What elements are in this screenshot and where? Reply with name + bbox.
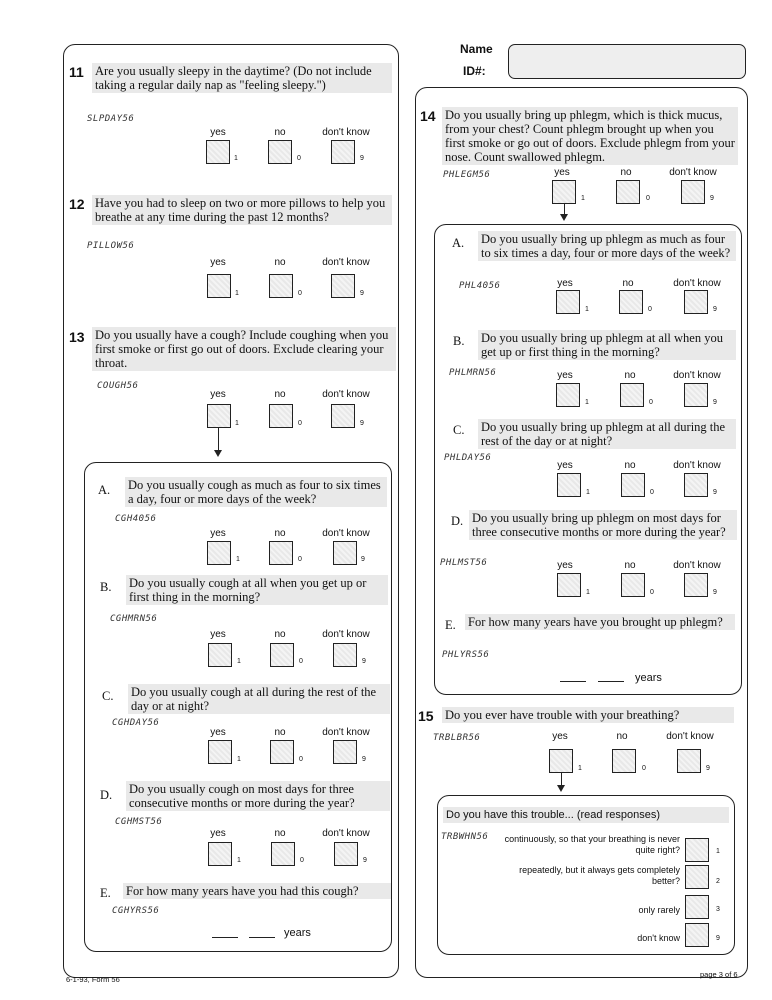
q14-number: 14 (420, 108, 436, 124)
q12-code-yes: 1 (235, 290, 239, 297)
q13c-no-label: no (274, 727, 286, 738)
q14e-letter: E. (445, 618, 456, 632)
q14a-dk-box[interactable] (684, 290, 708, 314)
q14a-letter: A. (452, 236, 465, 250)
q15-resp-1-code: 1 (716, 848, 720, 855)
q13a-yes-label: yes (210, 528, 226, 539)
q13a-no-label: no (274, 528, 286, 539)
name-label: Name (460, 42, 493, 56)
q13-yes-label: yes (210, 389, 226, 400)
q14-code-no: 0 (646, 195, 650, 202)
q12-no-label: no (274, 257, 286, 268)
q13-dk-box[interactable] (331, 404, 355, 428)
id-label: ID#: (463, 64, 486, 78)
q13a-text: Do you usually cough as much as four to six times a day, four or more days of the week? (125, 477, 387, 507)
q14d-yes-label: yes (557, 560, 573, 571)
q13-arrow-head (214, 450, 222, 457)
q13e-blank-2[interactable] (249, 937, 275, 938)
q15-resp-2-label: repeatedly, but it always gets completely better? (519, 865, 680, 886)
footer-form-id: 6-1-93, Form 56 (66, 975, 120, 984)
q15-resp-4-box[interactable] (685, 923, 709, 947)
q13c-yes-label: yes (210, 727, 226, 738)
q14-code-yes: 1 (581, 195, 585, 202)
q14c-letter: C. (453, 423, 465, 437)
q15-number: 15 (418, 708, 434, 724)
q14d-dk-label: don't know (673, 560, 721, 571)
q14b-code-no: 0 (649, 399, 653, 406)
q13a-code-yes: 1 (236, 556, 240, 563)
q14c-code-yes: 1 (586, 489, 590, 496)
q14a-dk-label: don't know (673, 278, 721, 289)
q14c-no-label: no (624, 460, 636, 471)
q14d-no-label: no (624, 560, 636, 571)
q14-code-dk: 9 (710, 195, 714, 202)
q15-dk-label: don't know (666, 731, 714, 742)
q14c-code-no: 0 (650, 489, 654, 496)
q13d-no-box[interactable] (271, 842, 295, 866)
q14b-letter: B. (453, 334, 465, 348)
q13c-code-yes: 1 (237, 756, 241, 763)
q14a-yes-label: yes (557, 278, 573, 289)
q14d-dk-box[interactable] (684, 573, 708, 597)
q13-code-no: 0 (298, 420, 302, 427)
q13-dk-label: don't know (322, 389, 370, 400)
q13c-yes-box[interactable] (208, 740, 232, 764)
q13b-dk-label: don't know (322, 629, 370, 640)
q15-resp-2-code: 2 (716, 878, 720, 885)
q13b-yes-box[interactable] (208, 643, 232, 667)
q14b-dk-box[interactable] (684, 383, 708, 407)
q13a-dk-box[interactable] (333, 541, 357, 565)
q13d-code-dk: 9 (363, 857, 367, 864)
q12-code-no: 0 (298, 290, 302, 297)
q11-no-label: no (274, 127, 286, 138)
q12-text: Have you had to sleep on two or more pillows to help you breathe at any time during the past 12 months? (92, 195, 392, 225)
q15-code-yes: 1 (578, 765, 582, 772)
q14e-blank-1[interactable] (560, 681, 586, 682)
q13d-dk-label: don't know (322, 828, 370, 839)
q14b-no-box[interactable] (620, 383, 644, 407)
q14d-letter: D. (451, 514, 464, 528)
q13d-code-no: 0 (300, 857, 304, 864)
q14b-yes-label: yes (557, 370, 573, 381)
q13a-yes-box[interactable] (207, 541, 231, 565)
q15-resp-1-box[interactable] (685, 838, 709, 862)
q14c-dk-box[interactable] (684, 473, 708, 497)
q14d-var: PHLMST56 (440, 558, 488, 568)
q13d-code-yes: 1 (237, 857, 241, 864)
q15-resp-3-code: 3 (716, 906, 720, 913)
q14e-blank-2[interactable] (598, 681, 624, 682)
q14c-code-dk: 9 (713, 489, 717, 496)
q13a-var: CGH4056 (115, 514, 157, 524)
q13a-no-box[interactable] (269, 541, 293, 565)
q13-code-yes: 1 (235, 420, 239, 427)
q14d-no-box[interactable] (621, 573, 645, 597)
q13b-no-box[interactable] (270, 643, 294, 667)
q14a-no-box[interactable] (619, 290, 643, 314)
q14c-yes-label: yes (557, 460, 573, 471)
q13-no-label: no (274, 389, 286, 400)
q13d-yes-label: yes (210, 828, 226, 839)
q11-code-dk: 9 (360, 155, 364, 162)
q15-code-dk: 9 (706, 765, 710, 772)
q13e-years-label: years (284, 927, 311, 939)
name-id-field[interactable] (508, 44, 746, 79)
q15-followup-text: Do you have this trouble... (read responses) (443, 807, 729, 823)
q14-yes-box[interactable] (552, 180, 576, 204)
q14b-dk-label: don't know (673, 370, 721, 381)
q13b-dk-box[interactable] (333, 643, 357, 667)
q15-yes-box[interactable] (549, 749, 573, 773)
q14-no-box[interactable] (616, 180, 640, 204)
q14c-dk-label: don't know (673, 460, 721, 471)
q14a-code-yes: 1 (585, 306, 589, 313)
q14a-code-no: 0 (648, 306, 652, 313)
q13d-no-label: no (274, 828, 286, 839)
q15-resp-3-box[interactable] (685, 895, 709, 919)
q13d-var: CGHMST56 (115, 817, 163, 827)
q11-text: Are you usually sleepy in the daytime? (Do not include taking a regular daily nap as "feeling sleepy.") (92, 63, 392, 93)
q13c-letter: C. (102, 689, 114, 703)
q13-code-dk: 9 (360, 420, 364, 427)
q15-no-label: no (616, 731, 628, 742)
q15-resp-3-label: only rarely (638, 905, 680, 915)
q11-number: 11 (69, 64, 84, 80)
q13-var: COUGH56 (97, 381, 139, 391)
q13e-letter: E. (100, 886, 111, 900)
q14b-code-dk: 9 (713, 399, 717, 406)
q13b-letter: B. (100, 580, 112, 594)
q15-resp-4-code: 9 (716, 935, 720, 942)
q13b-code-no: 0 (299, 658, 303, 665)
q13c-dk-label: don't know (322, 727, 370, 738)
q13d-letter: D. (100, 788, 113, 802)
q14b-code-yes: 1 (585, 399, 589, 406)
q13b-no-label: no (274, 629, 286, 640)
q14d-text: Do you usually bring up phlegm on most days for three consecutive months or more during the year? (469, 510, 737, 540)
q13e-text: For how many years have you had this cough? (123, 883, 391, 899)
q15-text: Do you ever have trouble with your breathing? (442, 707, 734, 723)
q14c-no-box[interactable] (621, 473, 645, 497)
q14b-var: PHLMRN56 (449, 368, 497, 378)
q13-number: 13 (69, 329, 85, 345)
q13-text: Do you usually have a cough? Include coughing when you first smoke or first go out of doors. Exclude clearing your throat. (92, 327, 396, 371)
q12-yes-box[interactable] (207, 274, 231, 298)
q13-no-box[interactable] (269, 404, 293, 428)
q15-yes-label: yes (552, 731, 568, 742)
q13b-code-yes: 1 (237, 658, 241, 665)
q14-no-label: no (620, 167, 632, 178)
q11-var: SLPDAY56 (87, 114, 135, 124)
q14-arrow-head (560, 214, 568, 221)
q13a-letter: A. (98, 483, 111, 497)
q14e-text: For how many years have you brought up phlegm? (465, 614, 735, 630)
q13a-code-dk: 9 (361, 556, 365, 563)
q13a-dk-label: don't know (322, 528, 370, 539)
q14-text: Do you usually bring up phlegm, which is thick mucus, from your chest? Count phlegm brought up when you first smoke or go out of doors. Exclude phlegm from your nose. Count swallowed phlegm. (442, 107, 738, 165)
q14e-years-label: years (635, 672, 662, 684)
q15-code-no: 0 (642, 765, 646, 772)
q11-code-no: 0 (297, 155, 301, 162)
q14c-yes-box[interactable] (557, 473, 581, 497)
q14a-text: Do you usually bring up phlegm as much as four to six times a day, four or more days of the week? (478, 231, 736, 261)
q11-dk-label: don't know (322, 127, 370, 138)
q14e-var: PHLYRS56 (442, 650, 490, 660)
q14d-code-dk: 9 (713, 589, 717, 596)
q12-var: PILLOW56 (87, 241, 135, 251)
q13b-text: Do you usually cough at all when you get up or first thing in the morning? (126, 575, 388, 605)
q13c-dk-box[interactable] (333, 740, 357, 764)
q14d-code-yes: 1 (586, 589, 590, 596)
q14c-var: PHLDAY56 (444, 453, 492, 463)
q13e-var: CGHYRS56 (112, 906, 160, 916)
footer-page-number: page 3 of 6 (700, 970, 738, 979)
q12-no-box[interactable] (269, 274, 293, 298)
q11-dk-box[interactable] (331, 140, 355, 164)
q11-yes-box[interactable] (206, 140, 230, 164)
q14a-code-dk: 9 (713, 306, 717, 313)
q13e-blank-1[interactable] (212, 937, 238, 938)
q13-yes-box[interactable] (207, 404, 231, 428)
q13d-text: Do you usually cough on most days for three consecutive months or more during the year? (126, 781, 390, 811)
q13c-no-box[interactable] (270, 740, 294, 764)
q14b-yes-box[interactable] (556, 383, 580, 407)
q15-resp-4-label: don't know (637, 933, 680, 943)
q13c-code-no: 0 (299, 756, 303, 763)
q14b-no-label: no (624, 370, 636, 381)
q13c-text: Do you usually cough at all during the rest of the day or at night? (128, 684, 390, 714)
q14a-var: PHL4056 (459, 281, 501, 291)
q14c-text: Do you usually bring up phlegm at all during the rest of the day or at night? (478, 419, 736, 449)
q14-dk-label: don't know (669, 167, 717, 178)
q15-arrow-head (557, 785, 565, 792)
q12-code-dk: 9 (360, 290, 364, 297)
q14d-yes-box[interactable] (557, 573, 581, 597)
q13b-yes-label: yes (210, 629, 226, 640)
q12-yes-label: yes (210, 257, 226, 268)
q13c-var: CGHDAY56 (112, 718, 160, 728)
q11-yes-label: yes (210, 127, 226, 138)
q13-arrow-line (218, 428, 219, 452)
q12-dk-box[interactable] (331, 274, 355, 298)
q15-resp-1-label: continuously, so that your breathing is never quite right? (504, 834, 680, 855)
q13a-code-no: 0 (298, 556, 302, 563)
q13c-code-dk: 9 (362, 756, 366, 763)
q13b-code-dk: 9 (362, 658, 366, 665)
q14b-text: Do you usually bring up phlegm at all when you get up or first thing in the morning? (478, 330, 736, 360)
q15-dk-box[interactable] (677, 749, 701, 773)
q14-dk-box[interactable] (681, 180, 705, 204)
q15-resp-2-box[interactable] (685, 865, 709, 889)
q11-no-box[interactable] (268, 140, 292, 164)
q14-var: PHLEGM56 (443, 170, 491, 180)
q12-number: 12 (69, 196, 85, 212)
q13b-var: CGHMRN56 (110, 614, 158, 624)
q14d-code-no: 0 (650, 589, 654, 596)
q13d-yes-box[interactable] (208, 842, 232, 866)
q15-var: TRBLBR56 (433, 733, 481, 743)
q14a-yes-box[interactable] (556, 290, 580, 314)
q14a-no-label: no (622, 278, 634, 289)
q12-dk-label: don't know (322, 257, 370, 268)
q15-no-box[interactable] (612, 749, 636, 773)
q11-code-yes: 1 (234, 155, 238, 162)
q15-followup-var: TRBWHN56 (441, 832, 489, 842)
q14-yes-label: yes (554, 167, 570, 178)
q13d-dk-box[interactable] (334, 842, 358, 866)
